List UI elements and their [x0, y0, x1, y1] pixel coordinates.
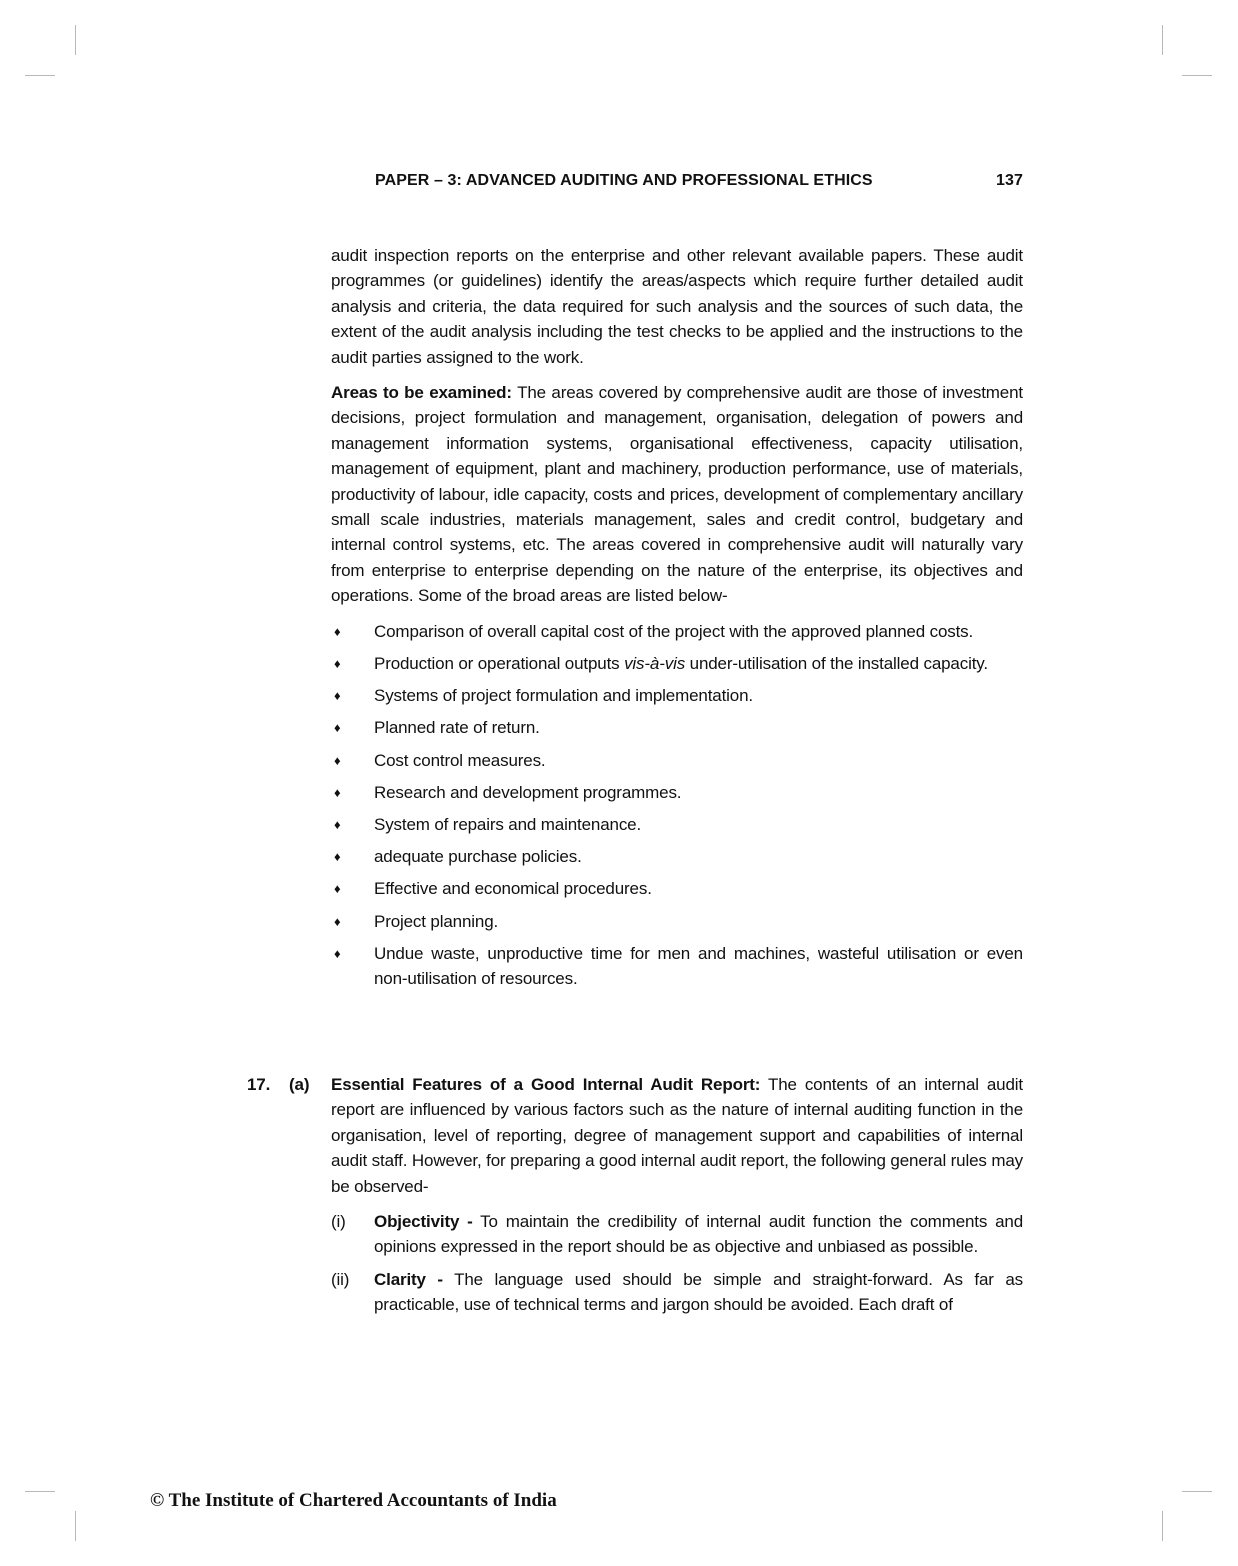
header-title: PAPER – 3: ADVANCED AUDITING AND PROFESSIONAL ETHICS — [375, 172, 873, 189]
question-number: 17. — [247, 1075, 271, 1094]
list-item: ♦ Comparison of overall capital cost of the project with the approved planned costs. — [331, 619, 1023, 644]
diamond-bullet-icon: ♦ — [334, 945, 341, 961]
diamond-bullet-icon: ♦ — [334, 688, 341, 704]
areas-paragraph — [331, 380, 1023, 609]
diamond-bullet-icon: ♦ — [334, 816, 341, 832]
main-content — [331, 243, 1023, 998]
diamond-bullet-icon: ♦ — [334, 623, 341, 639]
list-item: ♦ Undue waste, unproductive time for men and machines, wasteful utilisation or even non-utilisation of resources. — [331, 941, 1023, 992]
question-text: The contents of an internal audit report are influenced by various factors such as the nature of internal auditing function in the organisation, level of reporting, degree of management support and capabilities of internal audit staff. However, for preparing a good internal audit report, the following general rules may be observed- — [331, 1075, 1023, 1196]
areas-list — [331, 619, 1023, 992]
question-part: (a) — [289, 1075, 310, 1094]
list-item: ♦ System of repairs and maintenance. — [331, 812, 1023, 837]
list-item: (i) Objectivity - To maintain the credibility of internal audit function the comments and opinions expressed in the report should be as objective and unbiased as possible. — [331, 1209, 1023, 1260]
crop-mark — [1162, 1511, 1163, 1541]
intro-paragraph: audit inspection reports on the enterprise and other relevant available papers. These audit programmes (or guidelines) identify the areas/aspects which require further detailed audit analysis and criteria, the data required for such analysis and the sources of such data, the extent of the audit analysis including the test checks to be applied and the instructions to the audit parties assigned to the work. — [331, 246, 1023, 367]
question-paragraph — [331, 1072, 1023, 1199]
crop-mark — [75, 25, 76, 55]
crop-mark — [1182, 75, 1212, 76]
diamond-bullet-icon: ♦ — [334, 849, 341, 865]
page-footer: © The Institute of Chartered Accountants of India — [150, 1490, 557, 1511]
list-item: ♦ Production or operational outputs vis-à-vis under-utilisation of the installed capacity. — [331, 651, 1023, 676]
areas-heading: Areas to be examined: — [331, 383, 512, 403]
diamond-bullet-icon: ♦ — [334, 881, 341, 897]
rules-list — [331, 1209, 1023, 1318]
list-item: ♦ Planned rate of return. — [331, 715, 1023, 740]
diamond-bullet-icon: ♦ — [334, 752, 341, 768]
page-header — [375, 172, 1023, 190]
crop-mark — [25, 1491, 55, 1492]
diamond-bullet-icon: ♦ — [334, 720, 341, 736]
list-item: ♦ Project planning. — [331, 909, 1023, 934]
list-item: (ii) Clarity - The language used should be simple and straight-forward. As far as practicable, use of technical terms and jargon should be avoided. Each draft of — [331, 1267, 1023, 1318]
crop-mark — [25, 75, 55, 76]
crop-mark — [1182, 1491, 1212, 1492]
diamond-bullet-icon: ♦ — [334, 655, 341, 671]
rule-title: Objectivity - — [374, 1212, 473, 1232]
diamond-bullet-icon: ♦ — [334, 913, 341, 929]
question-heading: Essential Features of a Good Internal Audit Report: — [331, 1075, 761, 1094]
diamond-bullet-icon: ♦ — [334, 784, 341, 800]
crop-mark — [75, 1511, 76, 1541]
roman-numeral: (i) — [331, 1212, 346, 1232]
question-17 — [247, 1072, 1023, 1325]
areas-text: The areas covered by comprehensive audit are those of investment decisions, project formulation and management, organisation, delegation of powers and management information systems, organisational effectiveness, capacity utilisation, management of equipment, plant and machinery, production performance, use of materials, productivity of labour, idle capacity, costs and prices, development of complementary ancillary small scale industries, materials management, sales and credit control, budgetary and internal control systems, etc. The areas covered in comprehensive audit will naturally vary from enterprise to enterprise depending on the nature of the enterprise, its objectives and operations. Some of the broad areas are listed below- — [331, 383, 1023, 606]
list-item: ♦ adequate purchase policies. — [331, 844, 1023, 869]
list-item: ♦ Effective and economical procedures. — [331, 876, 1023, 901]
roman-numeral: (ii) — [331, 1269, 350, 1289]
rule-title: Clarity - — [374, 1269, 443, 1289]
list-item: ♦ Research and development programmes. — [331, 780, 1023, 805]
italic-term: vis-à-vis — [624, 653, 686, 673]
crop-mark — [1162, 25, 1163, 55]
list-item: ♦ Cost control measures. — [331, 748, 1023, 773]
list-item: ♦ Systems of project formulation and implementation. — [331, 683, 1023, 708]
page-number: 137 — [996, 172, 1023, 189]
